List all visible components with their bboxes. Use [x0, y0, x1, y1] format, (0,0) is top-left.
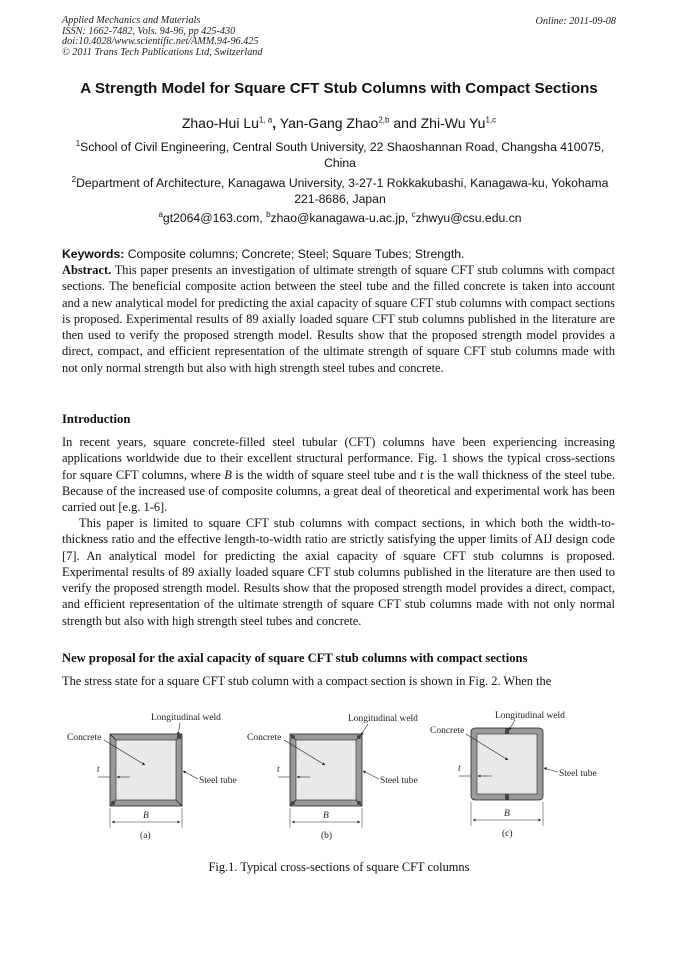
author-name: Yan-Gang Zhao — [279, 115, 379, 131]
weld-leader — [361, 724, 368, 735]
weld-mark — [505, 794, 509, 800]
t-label: t — [277, 765, 280, 775]
paper-title: A Strength Model for Square CFT Stub Columns with Compact Sections — [80, 80, 598, 97]
steel-leader — [363, 771, 379, 779]
section2-heading: New proposal for the axial capacity of square CFT stub columns with compact sections — [62, 651, 528, 665]
weld-label: Longitudinal weld — [348, 714, 418, 724]
concrete-label: Concrete — [430, 726, 465, 736]
weld-label: Longitudinal weld — [495, 711, 565, 721]
keywords-text: Composite columns; Concrete; Steel; Square Tubes; Strength. — [127, 247, 465, 261]
author-name: Zhi-Wu Yu — [420, 115, 486, 131]
panel-label: (a) — [140, 831, 151, 841]
email-link[interactable]: gt2064@163.com, — [162, 211, 263, 225]
email-sup: a — [158, 209, 163, 219]
b-label: B — [323, 811, 329, 821]
concrete-core — [116, 740, 176, 800]
weld-mark — [357, 735, 361, 739]
panel-c — [430, 711, 597, 839]
issn: ISSN: 1662-7482, Vols. 94-96, pp 425-430 — [62, 25, 236, 37]
author-separator: , — [272, 115, 277, 131]
section2-paragraph: The stress state for a square CFT stub column with a compact section is shown in Fig. 2. When the — [62, 674, 552, 688]
author-sup: 1, a — [258, 115, 273, 125]
affiliation-sup: 1 — [75, 138, 81, 148]
copyright: © 2011 Trans Tech Publications Ltd, Switzerland — [62, 46, 263, 58]
weld-mark — [505, 728, 509, 734]
steel-leader — [544, 768, 558, 772]
panel-a — [67, 713, 237, 841]
author-name: Zhao-Hui Lu — [181, 115, 259, 131]
b-label: B — [143, 811, 149, 821]
intro-text: In recent years, square concrete-filled steel tubular (CFT) columns have been experiencing increasing applications worldwide due to their excellent structural performance. Fig. 1 shows the typical cross-sections for square CFT columns, where — [62, 435, 615, 482]
steel-label: Steel tube — [559, 769, 597, 779]
weld-mark — [177, 735, 181, 739]
symbol-B: B — [224, 467, 232, 482]
affiliation-text: School of Civil Engineering, Central South University, 22 Shaoshannan Road, Changsha 410075, China — [80, 140, 605, 170]
weld-mark — [357, 801, 361, 805]
online-date: Online: 2011-09-08 — [535, 16, 616, 27]
panel-b — [247, 714, 418, 841]
steel-label: Steel tube — [380, 776, 418, 786]
concrete-label: Concrete — [67, 733, 102, 743]
email-sup: b — [266, 209, 271, 219]
intro-text: is the width of square steel tube and — [231, 467, 420, 482]
t-label: t — [97, 765, 100, 775]
email-sup: c — [411, 209, 416, 219]
intro-text: is the wall thickness of the steel tube. Because of the increased use of composite columns, a great deal of theoretical and experimental work has been carried out [e.g. 1-6]. — [62, 467, 615, 515]
affiliation-text: Department of Architecture, Kanagawa University, 3-27-1 Rokkakubashi, Kanagawa-ku, Yokohama 221-8686, Japan — [76, 176, 609, 206]
intro-heading: Introduction — [62, 412, 131, 426]
weld-leader — [178, 723, 180, 735]
author-sup: 1,c — [485, 115, 497, 125]
keywords-label: Keywords: — [62, 247, 125, 261]
b-label: B — [504, 809, 510, 819]
journal-name: Applied Mechanics and Materials — [62, 15, 201, 26]
affiliation-sup: 2 — [71, 174, 77, 184]
author-sup: 2,b — [378, 115, 390, 125]
concrete-core — [477, 734, 537, 794]
t-label: t — [458, 764, 461, 774]
symbol-t: t — [419, 467, 424, 482]
panel-label: (b) — [321, 831, 333, 841]
doi: doi:10.4028/www.scientific.net/AMM.94-96.425 — [62, 36, 259, 48]
intro-paragraph-2: This paper is limited to square CFT stub columns with compact sections, in which both the width-to-thickness ratio and the effective length-to-width ratio are strictly satisfying the upper limits of AIJ design code [7]. An analytical model for predicting the axial capacity of square CFT stub columns is proposed. Experimental results of 89 axially loaded square CFT stub columns published in the literature are then used to verify the proposed strength model. Results show that the proposed strength model provides a direct, compact, and efficient representation of the ultimate strength of square CFT stub columns made with not only normal strength but also with high strength steel tubes and concrete. — [62, 516, 615, 628]
weld-mark — [291, 735, 295, 739]
concrete-core — [296, 740, 356, 800]
weld-mark — [291, 801, 295, 805]
steel-leader — [183, 771, 198, 779]
panel-label: (c) — [502, 829, 513, 839]
figure-caption: Fig.1. Typical cross-sections of square CFT columns — [208, 860, 470, 874]
weld-label: Longitudinal weld — [151, 713, 221, 723]
steel-label: Steel tube — [199, 776, 237, 786]
abstract-text: This paper presents an investigation of ultimate strength of square CFT stub columns with compact sections. The beneficial composite action between the steel tube and the filled concrete is taken into account and a new analytical model for predicting the axial capacity of square CFT stub columns with compact sections is proposed. Experimental results of 89 axially loaded square CFT stub columns published in the literature are then used to verify the proposed strength model. Results show that the proposed strength model provides a direct, compact, and efficient representation of the ultimate strength of square CFT stub columns made with not only normal strength but also with high strength steel tubes and concrete. — [62, 263, 615, 375]
concrete-label: Concrete — [247, 733, 282, 743]
email-link[interactable]: zhao@kanagawa-u.ac.jp, — [270, 211, 409, 225]
weld-mark — [111, 801, 115, 805]
abstract-label: Abstract. — [62, 263, 112, 277]
email-link[interactable]: zhwyu@csu.edu.cn — [415, 211, 522, 225]
author-separator: and — [393, 115, 417, 131]
